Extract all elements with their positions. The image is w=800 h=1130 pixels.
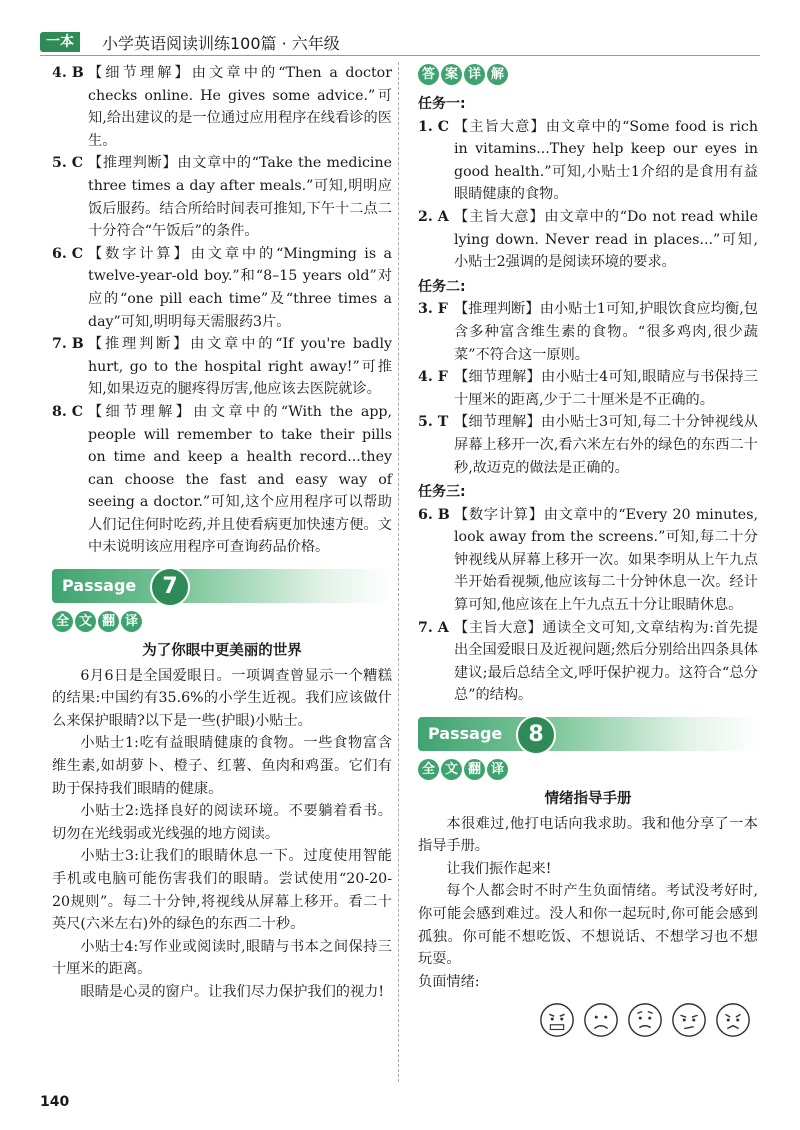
question-number: 7.: [418, 619, 433, 636]
question-number: 6.: [418, 506, 433, 523]
badge-char: 翻: [464, 759, 485, 780]
answer-item: [52, 333, 392, 401]
answer-number: [418, 206, 454, 274]
question-number: 1.: [418, 118, 433, 135]
answer-explanation: 【数字计算】由文章中的“Every 20 minutes, look away from the screens.”可知,每二十分钟视线从屏幕上移开一次。如果李明从上午九点半开始看视频,他应该每二十分钟休息一次。经计算可知,他应该在上午九点五十分让眼睛休息。: [454, 506, 758, 614]
answer-number: [418, 411, 454, 479]
answer-explanation: 【细节理解】由文章中的“Then a doctor checks online. He gives some advice.”可知,给出建议的是一位通过应用程序在线看诊的医生。: [88, 65, 392, 149]
badge-char: 答: [418, 64, 439, 85]
sad-face-icon: [582, 1001, 620, 1039]
answer-item: [418, 617, 758, 707]
paragraph: 每个人都会时不时产生负面情绪。考试没考好时,你可能会感到难过。没人和你一起玩时,你可能会感到孤独。你可能不想吃饭、不想说话、不想学习也不想玩耍。: [418, 883, 758, 968]
answer-letter: A: [437, 619, 449, 636]
answer-explanation: 【主旨大意】通读全文可知,文章结构为:首先提出全国爱眼日及近视问题;然后分别给出四条具体建议;最后总结全文,呼吁保护视力。这符合“总分总”的结构。: [454, 619, 758, 704]
question-number: 2.: [418, 208, 433, 225]
badge-char: 解: [487, 64, 508, 85]
column-divider: [398, 62, 399, 1082]
answer-number: [52, 401, 88, 559]
page-header: [40, 30, 760, 56]
passage-number: 7: [150, 567, 190, 607]
badge-char: 全: [418, 759, 439, 780]
badge-char: 案: [441, 64, 462, 85]
translation-title: 情绪指导手册: [544, 790, 632, 808]
answer-letter: F: [437, 369, 448, 386]
question-number: 5.: [52, 155, 67, 172]
paragraph: 眼睛是心灵的窗户。让我们尽力保护我们的视力!: [80, 983, 385, 1000]
answer-item: [418, 298, 758, 366]
passage-7-banner: [52, 569, 392, 603]
answer-letter: C: [437, 118, 450, 135]
task-1-heading: 任务一:: [418, 96, 466, 112]
answer-letter: C: [71, 403, 84, 420]
question-number: 4.: [52, 65, 67, 81]
task-1-answers: [418, 116, 758, 274]
badge-char: 全: [52, 611, 73, 632]
answer-number: [52, 243, 88, 333]
answer-explanation: 【主旨大意】由文章中的“Some food is rich in vitamins...They help keep our eyes in good health.”可知,小贴士1介绍的是食用有益眼睛健康的食物。: [454, 118, 758, 203]
answer-item: [52, 152, 392, 242]
answer-explanation: 【主旨大意】由文章中的“Do not read while lying down. Never read in places...”可知,小贴士2强调的是阅读环境的要求。: [454, 208, 758, 271]
answer-letter: A: [437, 208, 449, 225]
answer-item: [418, 116, 758, 206]
question-number: 8.: [52, 403, 67, 420]
answer-explanation: 【推理判断】由文章中的“Take the medicine three times a day after meals.”可知,明明应饭后服药。结合所给时间表可推知,下午十二点二十分符合“午饭后”的条件。: [88, 155, 392, 240]
answer-explanation: 【细节理解】由文章中的“With the app, people will remember to take their pills on time and keep a health record...they can choose the fast and easy way of seeing a doctor.”可知,这个应用程序可以帮助人们记住何时吃药,并且使看病更加快速方便。文中未说明该应用程序可查询药品价格。: [88, 403, 392, 556]
left-column: [52, 62, 392, 1004]
answer-number: [418, 504, 454, 617]
answer-explanation: 【数字计算】由文章中的“Mingming is a twelve-year-old boy.”和“8–15 years old”对应的“one pill each time”及“three times a day”可知,明明每天需服药3片。: [88, 245, 392, 330]
paragraph: 小贴士4:写作业或阅读时,眼睛与书本之间保持三十厘米的距离。: [52, 938, 392, 978]
brand-logo: 一本: [40, 32, 80, 52]
answer-letter: F: [437, 301, 448, 318]
task-2-answers: [418, 298, 758, 479]
question-number: 4.: [418, 369, 433, 386]
paragraph: 本很难过,他打电话向我求助。我和他分享了一本指导手册。: [418, 815, 758, 855]
answer-item: [418, 411, 758, 479]
paragraph: 让我们振作起来!: [446, 860, 552, 877]
answer-item: [52, 62, 392, 152]
badge-char: 文: [441, 759, 462, 780]
question-number: 5.: [418, 414, 433, 431]
passage-label: Passage: [62, 576, 137, 596]
answer-number: [418, 366, 454, 411]
task-3-heading: 任务三:: [418, 484, 466, 501]
answer-number: [418, 298, 454, 366]
full-translation-badge: [52, 611, 142, 632]
answer-number: [52, 152, 88, 242]
answer-letter: T: [437, 414, 449, 431]
paragraph: 小贴士1:吃有益眼睛健康的食物。一些食物富含维生素,如胡萝卜、橙子、红薯、鱼肉和鸡蛋。它们有助于保持我们眼睛的健康。: [52, 735, 392, 797]
answer-number: [52, 62, 88, 152]
badge-char: 翻: [98, 611, 119, 632]
passage-label: Passage: [428, 724, 503, 744]
header-rule: [40, 55, 760, 56]
answer-letter: B: [71, 65, 84, 81]
question-number: 7.: [52, 336, 67, 353]
angry-face-icon: [538, 1001, 576, 1039]
answer-letter: B: [437, 506, 450, 523]
task-2-heading: 任务二:: [418, 278, 466, 295]
negative-emotions-label: 负面情绪:: [418, 973, 480, 990]
passage-number: 8: [516, 715, 556, 755]
question-number: 3.: [418, 301, 433, 318]
badge-char: 详: [464, 64, 485, 85]
translation-title: 为了你眼中更美丽的世界: [142, 642, 302, 660]
answer-letter: C: [71, 155, 84, 172]
badge-char: 文: [75, 611, 96, 632]
answer-number: [418, 617, 454, 707]
crying-face-icon: [670, 1001, 708, 1039]
book-title: 小学英语阅读训练100篇 · 六年级: [102, 34, 340, 53]
answer-explanation: 【细节理解】由小贴士3可知,每二十分钟视线从屏幕上移开一次,看六米左右外的绿色的东西二十秒,故迈克的做法是正确的。: [454, 414, 758, 476]
badge-char: 译: [487, 759, 508, 780]
answer-letter: B: [71, 336, 84, 353]
answer-explanation-badge: [418, 64, 508, 85]
paragraph: 小贴士3:让我们的眼睛休息一下。过度使用智能手机或电脑可能伤害我们的眼睛。尝试使用“20-20-20规则”。每二十分钟,将视线从屏幕上移开。看二十英尺(六米左右)外的绿色的东西二十秒。: [52, 848, 392, 933]
answer-number: [52, 333, 88, 401]
upset-face-icon: [714, 1001, 752, 1039]
answer-list-passage6: [52, 62, 392, 559]
answer-item: [52, 243, 392, 333]
emotion-faces: [418, 1001, 758, 1039]
worried-face-icon: [626, 1001, 664, 1039]
answer-explanation: 【细节理解】由小贴士4可知,眼睛应与书保持三十厘米的距离,少于二十厘米是不正确的。: [454, 369, 758, 408]
right-column: [418, 62, 758, 1039]
answer-explanation: 【推理判断】由小贴士1可知,护眼饮食应均衡,包含多种富含维生素的食物。“很多鸡肉,很少蔬菜”不符合这一原则。: [454, 301, 758, 363]
answer-item: [418, 206, 758, 274]
task-3-answers: [418, 504, 758, 707]
question-number: 6.: [52, 245, 67, 262]
answer-explanation: 【推理判断】由文章中的“If you're badly hurt, go to the hospital right away!”可推知,如果迈克的腿疼得厉害,他应该去医院就诊。: [88, 336, 392, 398]
answer-item: [52, 401, 392, 559]
answer-letter: C: [71, 245, 84, 262]
answer-item: [418, 504, 758, 617]
answer-item: [418, 366, 758, 411]
badge-char: 译: [121, 611, 142, 632]
page-number: 140: [40, 1094, 70, 1110]
answer-number: [418, 116, 454, 206]
passage-8-banner: [418, 717, 758, 751]
paragraph: 6月6日是全国爱眼日。一项调查曾显示一个糟糕的结果:中国约有35.6%的小学生近视。我们应该做什么来保护眼睛?以下是一些(护眼)小贴士。: [52, 667, 392, 729]
full-translation-badge: [418, 759, 508, 780]
paragraph: 小贴士2:选择良好的阅读环境。不要躺着看书。切勿在光线弱或光线强的地方阅读。: [52, 803, 392, 842]
